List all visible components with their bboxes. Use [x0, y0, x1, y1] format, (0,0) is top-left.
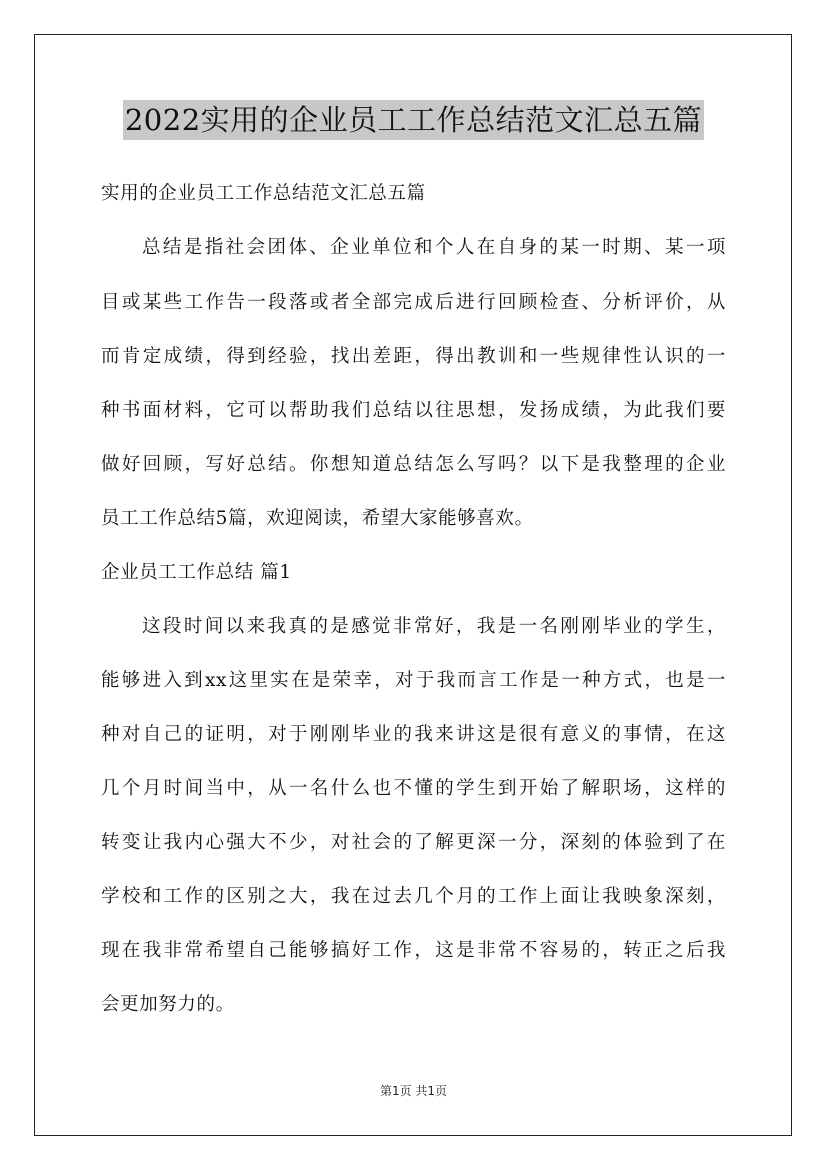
- intro-line-2: 目或某些工作告一段落或者全部完成后进行回顾检查、分析评价，从: [101, 292, 726, 313]
- intro-line-5: 做好回顾，写好总结。你想知道总结怎么写吗？以下是我整理的企业: [101, 454, 726, 475]
- section-line-8: 会更加努力的。: [101, 994, 235, 1015]
- section-line-7: 现在我非常希望自己能够搞好工作，这是非常不容易的，转正之后我: [101, 940, 726, 961]
- section-line-4: 几个月时间当中，从一名什么也不懂的学生到开始了解职场，这样的: [101, 778, 726, 799]
- intro-line-4: 种书面材料，它可以帮助我们总结以往思想，发扬成绩，为此我们要: [101, 400, 726, 421]
- section-line-3: 种对自己的证明，对于刚刚毕业的我来讲这是很有意义的事情，在这: [101, 724, 726, 745]
- section-line-5: 转变让我内心强大不少，对社会的了解更深一分，深刻的体验到了在: [101, 832, 726, 853]
- intro-line-6: 员工工作总结5篇，欢迎阅读，希望大家能够喜欢。: [101, 508, 534, 529]
- document-title: 2022实用的企业员工工作总结范文汇总五篇: [123, 100, 704, 140]
- title-container: [0, 100, 827, 140]
- section-heading: 企业员工工作总结 篇1: [101, 562, 292, 583]
- intro-line-3: 而肯定成绩，得到经验，找出差距，得出教训和一些规律性认识的一: [101, 346, 726, 367]
- section-line-6: 学校和工作的区别之大，我在过去几个月的工作上面让我映象深刻，: [101, 886, 726, 907]
- document-subtitle: 实用的企业员工工作总结范文汇总五篇: [101, 183, 426, 204]
- intro-line-1: 总结是指社会团体、企业单位和个人在自身的某一时期、某一项: [142, 237, 726, 258]
- section-line-1: 这段时间以来我真的是感觉非常好，我是一名刚刚毕业的学生，: [142, 616, 726, 637]
- section-line-2: 能够进入到xx这里实在是荣幸，对于我而言工作是一种方式，也是一: [101, 670, 726, 691]
- page-footer: 第1页 共1页: [379, 1084, 448, 1098]
